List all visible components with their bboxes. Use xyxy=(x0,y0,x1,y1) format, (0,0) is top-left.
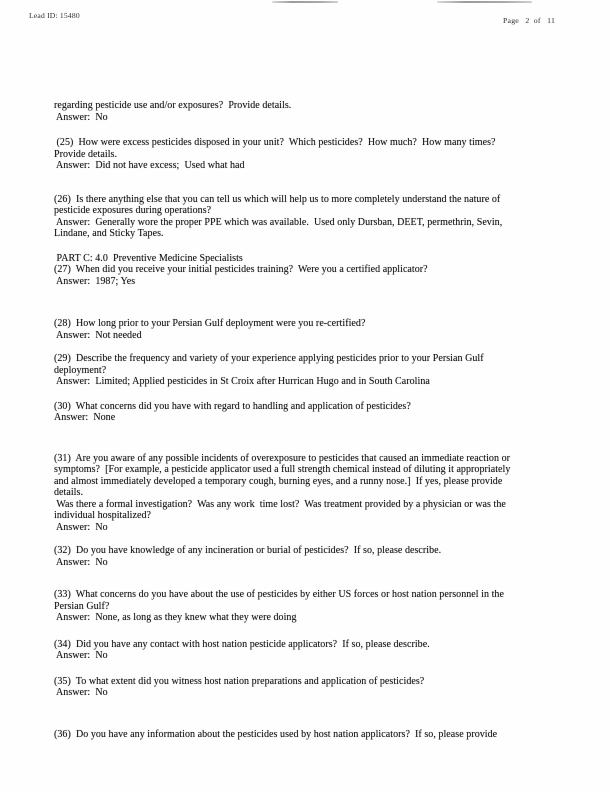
text-line: (29) Describe the frequency and variety of your experience applying pesticides prior to your Persian Gulf xyxy=(54,353,484,364)
text-line: Answer: Limited; Applied pesticides in St Croix after Hurrican Hugo and in South Carolina xyxy=(54,376,430,387)
qa-block-6 xyxy=(54,353,574,388)
text-line: (33) What concerns do you have about the use of pesticides by either US forces or host nation personnel in the xyxy=(54,589,504,600)
qa-block-11 xyxy=(54,639,574,662)
qa-block-3 xyxy=(54,194,574,240)
text-line: Answer: Not needed xyxy=(54,329,142,341)
text-line: Answer: Did not have excess; Used what had xyxy=(54,160,245,171)
qa-block-12 xyxy=(54,676,574,699)
qa-block-10 xyxy=(54,589,574,624)
text-line: Lindane, and Sticky Tapes. xyxy=(54,228,164,239)
text-line: and almost immediately developed a temporary cough, burning eyes, and a runny nose.] If yes, please provide xyxy=(54,475,503,487)
qa-block-9 xyxy=(54,545,574,568)
text-line: individual hospitalized? xyxy=(54,510,152,521)
text-line: deployment? xyxy=(54,364,107,376)
scan-artifact-line xyxy=(437,1,532,3)
text-line: (32) Do you have knowledge of any incineration or burial of pesticides? If so, please describe. xyxy=(54,545,442,556)
text-line: details. xyxy=(54,487,84,498)
text-line: (31) Are you aware of any possible incidents of overexposure to pesticides that caused an immediate reaction or xyxy=(54,452,511,464)
text-line: (25) How were excess pesticides disposed in your unit? Which pesticides? How much? How many times? xyxy=(54,137,496,148)
text-line: Answer: No xyxy=(54,556,108,568)
text-line: (34) Did you have any contact with host nation pesticide applicators? If so, please describe. xyxy=(54,638,430,650)
document-body xyxy=(54,100,574,740)
qa-block-5 xyxy=(54,318,574,341)
text-line: Provide details. xyxy=(54,148,118,160)
scan-artifact-line xyxy=(272,1,338,3)
text-line: (36) Do you have any information about the pesticides used by host nation applicators? If so, please provide xyxy=(54,728,498,740)
text-line: Answer: No xyxy=(54,521,108,533)
page-number-label: Page 2 of 11 xyxy=(503,16,556,25)
qa-block-7 xyxy=(54,401,574,424)
text-line: Was there a formal investigation? Was any work time lost? Was treatment provided by a physician or was the xyxy=(54,498,506,510)
text-line: symptoms? [For example, a pesticide applicator used a full strength chemical instead of diluting it appropriately xyxy=(54,464,511,475)
qa-block-13 xyxy=(54,729,574,741)
text-line: regarding pesticide use and/or exposures? Provide details. xyxy=(54,100,292,111)
text-line: (35) To what extent did you witness host nation preparations and application of pesticides? xyxy=(54,675,425,687)
qa-block-4 xyxy=(54,253,574,288)
text-line: (27) When did you receive your initial pesticides training? Were you a certified applicator? xyxy=(54,264,428,275)
text-line: Answer: No xyxy=(54,111,108,123)
text-line: Answer: Generally wore the proper PPE which was available. Used only Dursban, DEET, permethrin, Sevin, xyxy=(54,216,503,228)
qa-block-2 xyxy=(54,137,574,172)
text-line: (30) What concerns did you have with regard to handling and application of pesticides? xyxy=(54,400,411,412)
text-line: Answer: None, as long as they knew what they were doing xyxy=(54,612,297,623)
text-line: Answer: None xyxy=(54,412,116,423)
text-line: (26) Is there anything else that you can tell us which will help us to more completely understand the nature of xyxy=(54,193,501,205)
text-line: Answer: 1987; Yes xyxy=(54,275,136,287)
qa-block-8 xyxy=(54,453,574,534)
text-line: Answer: No xyxy=(54,650,108,661)
qa-block-1 xyxy=(54,100,574,123)
text-line: (28) How long prior to your Persian Gulf deployment were you re-certified? xyxy=(54,318,366,329)
text-line: Persian Gulf? xyxy=(54,600,110,612)
text-line: pesticide exposures during operations? xyxy=(54,205,212,216)
text-line: Answer: No xyxy=(54,687,108,698)
lead-id-label: Lead ID: 15480 xyxy=(29,11,80,20)
text-line: PART C: 4.0 Preventive Medicine Specialists xyxy=(54,252,243,264)
